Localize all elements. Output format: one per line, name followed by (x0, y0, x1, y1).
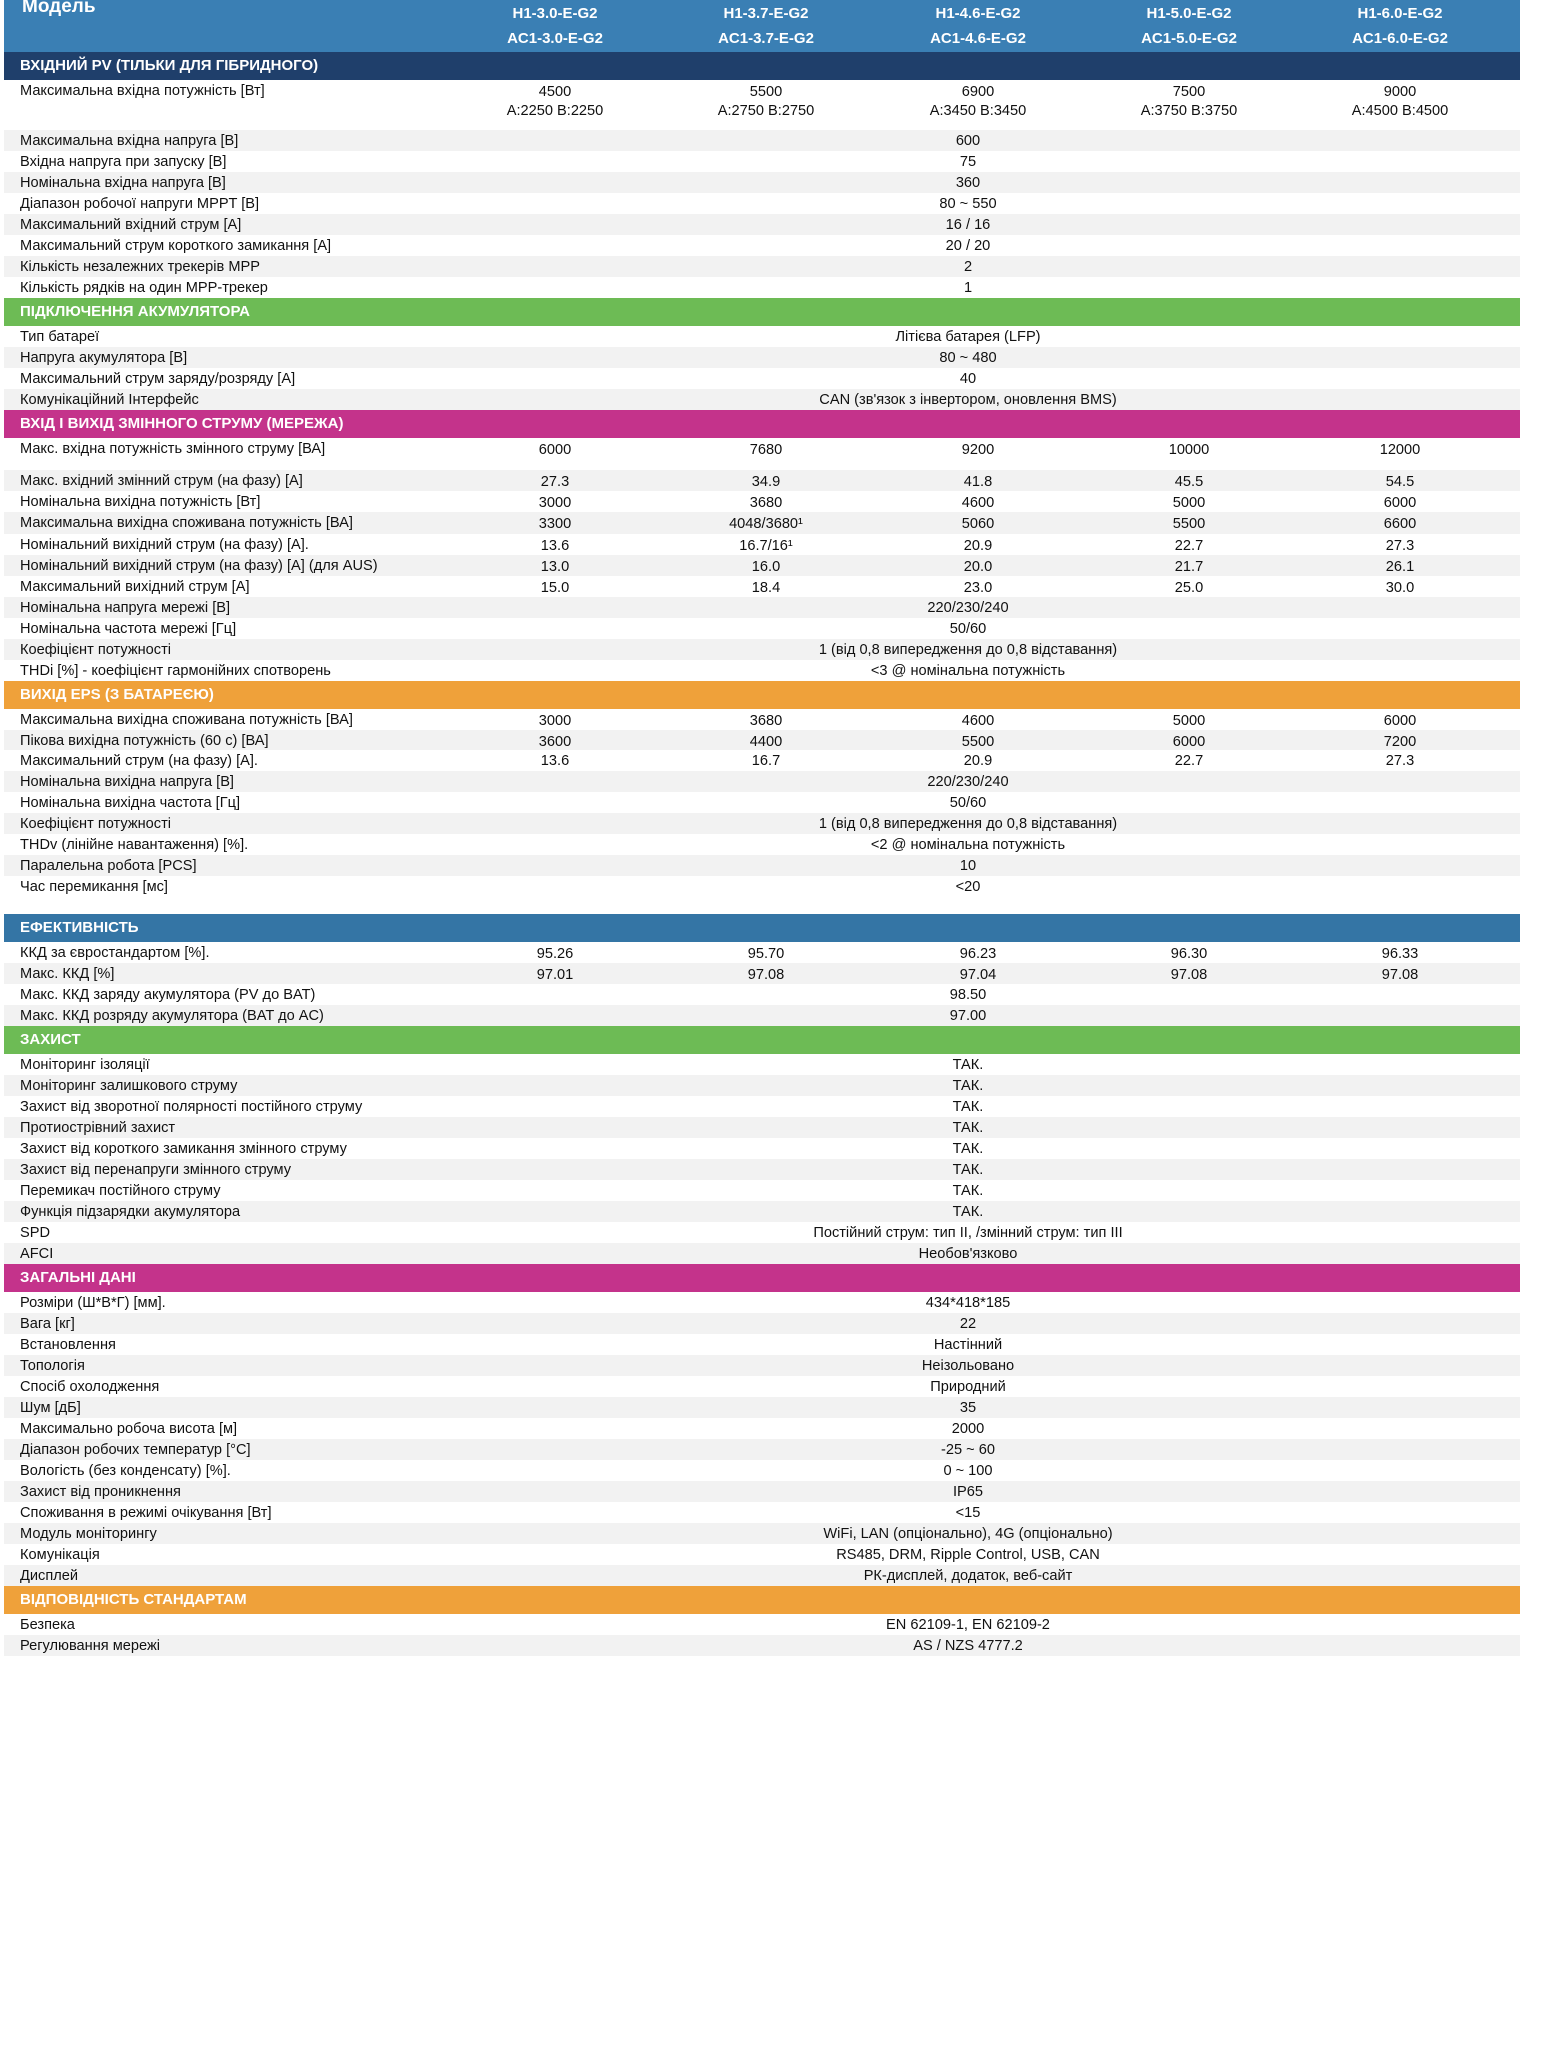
spec-value: 7200 27.3 (1383, 734, 1417, 769)
model-label: Модель (22, 0, 96, 17)
spec-row (4, 984, 1520, 1005)
spec-row (4, 151, 1520, 172)
spec-label: Діапазон робочих температур [°C] (20, 1442, 251, 1458)
spec-value-all-models: <20 (955, 879, 981, 895)
section-header: ВІДПОВІДНІСТЬ СТАНДАРТАМ (4, 1586, 1520, 1614)
spec-label: SPD (20, 1225, 51, 1241)
spec-value: 30.0 (1385, 580, 1415, 596)
spec-row (4, 1565, 1520, 1586)
spec-value-all-models: Постійний струм: тип II, /змінний струм: тип III (813, 1225, 1123, 1241)
spec-label: Максимальний струм короткого замикання [A] (20, 238, 332, 254)
spec-value: 16.0 (751, 559, 781, 575)
spec-value-all-models: ТАК. (952, 1204, 984, 1220)
spec-value-all-models: 10 (959, 858, 977, 874)
spec-value: 3680 (749, 713, 783, 729)
spec-sections (4, 52, 1520, 1656)
spec-row (4, 1635, 1520, 1656)
spec-value: 15.0 (540, 580, 570, 596)
spec-value: 5500 A:2750 B:2750 (717, 84, 815, 119)
spec-value-all-models: 16 / 16 (945, 217, 991, 233)
spec-row (4, 438, 1520, 470)
spec-sheet (4, 0, 1520, 1656)
spec-row (4, 876, 1520, 904)
spec-label: Номінальна частота мережі [Гц] (20, 621, 237, 637)
spec-value: 3000 (538, 495, 572, 511)
spec-row (4, 1117, 1520, 1138)
spec-value-all-models: 1 (963, 280, 973, 296)
spec-value: 27.3 (1385, 538, 1415, 554)
model-name-h1: H1-6.0-E-G2 (1357, 5, 1443, 22)
spec-row (4, 1075, 1520, 1096)
spec-value: 54.5 (1385, 474, 1415, 490)
spec-value: 5000 (1172, 713, 1206, 729)
spec-row (4, 1418, 1520, 1439)
spec-row (4, 639, 1520, 660)
spec-value-all-models: 75 (959, 154, 977, 170)
spec-value-all-models: Природний (930, 1379, 1006, 1395)
spec-row (4, 193, 1520, 214)
spec-label: Топологія (20, 1358, 85, 1374)
model-name-h1: H1-5.0-E-G2 (1146, 5, 1232, 22)
spec-label: Кількість рядків на один MPP-трекер (20, 280, 268, 296)
spec-label: Діапазон робочої напруги MPPT [В] (20, 196, 260, 212)
spec-value: 26.1 (1385, 559, 1415, 575)
spec-value: 22.7 (1174, 538, 1204, 554)
spec-value-all-models: 600 (955, 133, 981, 149)
spec-value: 20.0 (963, 559, 993, 575)
spec-value: 4600 (961, 495, 995, 511)
spec-value-all-models: 220/230/240 (927, 774, 1009, 790)
spec-value: 95.70 (747, 946, 785, 962)
spec-label: Споживання в режимі очікування [Вт] (20, 1505, 272, 1521)
spec-row (4, 1138, 1520, 1159)
spec-row (4, 1201, 1520, 1222)
model-name-ac1: AC1-3.7-E-G2 (718, 30, 814, 47)
spec-value-all-models: 40 (959, 371, 977, 387)
section-header: ЕФЕКТИВНІСТЬ (4, 914, 1520, 942)
spec-value-all-models: 98.50 (949, 987, 987, 1003)
spec-label: Перемикач постійного струму (20, 1183, 221, 1199)
spec-label: Комунікація (20, 1547, 100, 1563)
spec-row (4, 214, 1520, 235)
spec-label: Максимальна вхідна потужність [Вт] (20, 83, 265, 99)
section-header: ВИХІД EPS (З БАТАРЕЄЮ) (4, 681, 1520, 709)
spec-label: Спосіб охолодження (20, 1379, 160, 1395)
spec-value-all-models: 0 ~ 100 (943, 1463, 993, 1479)
spec-value: 97.08 (747, 967, 785, 983)
spec-label: Максимальний струм (на фазу) [A]. (20, 753, 258, 769)
spec-value-all-models: <3 @ номінальна потужність (870, 663, 1066, 679)
spec-row (4, 618, 1520, 639)
spec-value: 3300 (538, 516, 572, 532)
spec-label: Макс. вхідний змінний струм (на фазу) [A] (20, 473, 303, 489)
spec-value-all-models: IP65 (952, 1484, 984, 1500)
spec-value-all-models: 2 (963, 259, 973, 275)
spec-value: 6000 (1383, 713, 1417, 729)
spec-row (4, 235, 1520, 256)
spec-value-all-models: ТАК. (952, 1141, 984, 1157)
spec-label: Коефіцієнт потужності (20, 816, 171, 832)
spec-row (4, 326, 1520, 347)
spec-label: Паралельна робота [PCS] (20, 858, 197, 874)
spec-row (4, 1502, 1520, 1523)
spec-label: Максимальна вихідна споживана потужність [ВА] (20, 515, 353, 531)
spec-label: Вологість (без конденсату) [%]. (20, 1463, 231, 1479)
spec-value-all-models: 434*418*185 (925, 1295, 1011, 1311)
spec-label: Моніторинг залишкового струму (20, 1078, 238, 1094)
spec-row (4, 1439, 1520, 1460)
spec-label: Кількість незалежних трекерів MPP (20, 259, 260, 275)
model-header (4, 0, 1520, 52)
spec-value: 95.26 (536, 946, 574, 962)
spec-value: 97.04 (959, 967, 997, 983)
spec-value: 6000 (1383, 495, 1417, 511)
spec-value: 6600 (1383, 516, 1417, 532)
spec-value-all-models: 50/60 (949, 621, 987, 637)
spec-row (4, 1005, 1520, 1026)
spec-row (4, 1180, 1520, 1201)
spec-value-all-models: ТАК. (952, 1099, 984, 1115)
spec-label: Пікова вихідна потужність (60 с) [ВА] (20, 733, 269, 749)
spec-label: Максимальний струм заряду/розряду [A] (20, 371, 296, 387)
spec-label: Максимальна вхідна напруга [В] (20, 133, 239, 149)
spec-value: 16.7/16¹ (739, 538, 793, 554)
spec-value: 34.9 (751, 474, 781, 490)
spec-row (4, 1523, 1520, 1544)
spec-row (4, 660, 1520, 681)
spec-value: 96.30 (1170, 946, 1208, 962)
spec-label: AFCI (20, 1246, 54, 1262)
spec-value-all-models: 50/60 (949, 795, 987, 811)
spec-value: 3000 (538, 713, 572, 729)
spec-row (4, 277, 1520, 298)
model-column-2 (661, 1, 871, 51)
model-name-h1: H1-3.7-E-G2 (723, 5, 809, 22)
spec-value-all-models: Неізольовано (921, 1358, 1015, 1374)
spec-value: 6900 A:3450 B:3450 (929, 84, 1027, 119)
spec-value: 5500 (1172, 516, 1206, 532)
spec-label: Вага [кг] (20, 1316, 75, 1332)
spec-value-all-models: 22 (959, 1316, 977, 1332)
spec-value: 45.5 (1174, 474, 1204, 490)
spec-row (4, 813, 1520, 834)
spec-value-all-models: RS485, DRM, Ripple Control, USB, CAN (836, 1547, 1100, 1563)
spec-label: Макс. вхідна потужність змінного струму [ВА] (20, 441, 326, 457)
spec-value: 5060 (961, 516, 995, 532)
spec-label: Номінальна вихідна частота [Гц] (20, 795, 241, 811)
spec-value: 25.0 (1174, 580, 1204, 596)
spec-row (4, 1159, 1520, 1180)
spec-value-all-models: <2 @ номінальна потужність (870, 837, 1066, 853)
spec-label: Комунікаційний Інтерфейс (20, 392, 199, 408)
spec-row (4, 256, 1520, 277)
spec-row (4, 1460, 1520, 1481)
spec-label: Напруга акумулятора [В] (20, 350, 188, 366)
section-header: ВХІДНИЙ PV (ТІЛЬКИ ДЛЯ ГІБРИДНОГО) (4, 52, 1520, 80)
spec-row (4, 368, 1520, 389)
spec-row (4, 1292, 1520, 1313)
spec-value-all-models: ТАК. (952, 1078, 984, 1094)
spec-row (4, 771, 1520, 792)
spec-value-all-models: ТАК. (952, 1162, 984, 1178)
spec-value-all-models: 80 ~ 480 (939, 350, 997, 366)
spec-row (4, 1614, 1520, 1635)
spec-value: 4500 A:2250 B:2250 (506, 84, 604, 119)
spec-value-all-models: 360 (955, 175, 981, 191)
spec-value: 7500 A:3750 B:3750 (1140, 84, 1238, 119)
spec-value-all-models: 220/230/240 (927, 600, 1009, 616)
spec-label: Вхідна напруга при запуску [В] (20, 154, 227, 170)
spec-row (4, 1054, 1520, 1075)
spec-value-all-models: 97.00 (949, 1008, 987, 1024)
spec-row (4, 855, 1520, 876)
spec-row (4, 80, 1520, 130)
spec-label: THDv (лінійне навантаження) [%]. (20, 837, 249, 853)
section-header: ПІДКЛЮЧЕННЯ АКУМУЛЯТОРА (4, 298, 1520, 326)
spec-value: 13.0 (540, 559, 570, 575)
spec-label: Встановлення (20, 1337, 116, 1353)
spec-row (4, 470, 1520, 491)
spec-value-all-models: <15 (955, 1505, 981, 1521)
spec-label: ККД за євростандартом [%]. (20, 945, 210, 961)
spec-value: 13.6 (540, 538, 570, 554)
spec-value-all-models: 1 (від 0,8 випередження до 0,8 відставання) (818, 642, 1118, 658)
spec-row (4, 347, 1520, 368)
spec-value: 20.9 (963, 538, 993, 554)
spec-row (4, 942, 1520, 963)
model-column-4 (1084, 1, 1294, 51)
spec-value: 5000 (1172, 495, 1206, 511)
spec-value: 18.4 (751, 580, 781, 596)
spec-value: 97.01 (536, 967, 574, 983)
spec-value-all-models: РК-дисплей, додаток, веб-сайт (863, 1568, 1073, 1584)
spec-value-all-models: WiFi, LAN (опціонально), 4G (опціонально) (823, 1526, 1113, 1542)
spec-label: Час перемикання [мс] (20, 879, 168, 895)
spec-value-all-models: Літієва батарея (LFP) (895, 329, 1041, 345)
spec-row (4, 555, 1520, 576)
spec-value-all-models: ТАК. (952, 1057, 984, 1073)
model-name-ac1: AC1-3.0-E-G2 (507, 30, 603, 47)
spec-label: THDi [%] - коефіцієнт гармонійних спотворень (20, 663, 331, 679)
spec-value: 4600 (961, 713, 995, 729)
spec-row (4, 491, 1520, 512)
section-header: ЗАГАЛЬНІ ДАНІ (4, 1264, 1520, 1292)
model-name-ac1: AC1-6.0-E-G2 (1352, 30, 1448, 47)
spec-label: Функція підзарядки акумулятора (20, 1204, 241, 1220)
spec-label: Номінальна вихідна напруга [В] (20, 774, 234, 790)
spec-row (4, 834, 1520, 855)
spec-row (4, 963, 1520, 984)
spec-value: 96.33 (1381, 946, 1419, 962)
spec-label: Регулювання мережі (20, 1638, 160, 1654)
spec-value-all-models: CAN (зв'язок з інвертором, оновлення BMS) (819, 392, 1117, 408)
spec-value: 3600 13.6 (538, 734, 572, 769)
spec-value: 4400 16.7 (749, 734, 783, 769)
spec-label: Безпека (20, 1617, 75, 1633)
spec-value: 5500 20.9 (961, 734, 995, 769)
spec-row (4, 750, 1520, 771)
spec-label: Максимальний вхідний струм [A] (20, 217, 242, 233)
spec-row (4, 1222, 1520, 1243)
spec-value-all-models: 2000 (951, 1421, 985, 1437)
spec-label: Захист від перенапруги змінного струму (20, 1162, 292, 1178)
spec-label: Максимально робоча висота [м] (20, 1421, 238, 1437)
spec-label: Коефіцієнт потужності (20, 642, 171, 658)
spec-value-all-models: 1 (від 0,8 випередження до 0,8 відставання) (818, 816, 1118, 832)
section-header: ВХІД І ВИХІД ЗМІННОГО СТРУМУ (МЕРЕЖА) (4, 410, 1520, 438)
spec-row (4, 1334, 1520, 1355)
spec-value-all-models: EN 62109-1, EN 62109-2 (886, 1617, 1050, 1633)
spec-label: Моніторинг ізоляції (20, 1057, 150, 1073)
spec-row (4, 1355, 1520, 1376)
spec-value-all-models: 80 ~ 550 (939, 196, 997, 212)
model-name-h1: H1-3.0-E-G2 (512, 5, 598, 22)
spec-row (4, 1397, 1520, 1418)
spec-label: Розміри (Ш*В*Г) [мм]. (20, 1295, 166, 1311)
spec-value: 3680 (749, 495, 783, 511)
spec-label: Шум [дБ] (20, 1400, 81, 1416)
spec-row (4, 709, 1520, 730)
spec-row (4, 130, 1520, 151)
spec-value: 9000 A:4500 B:4500 (1351, 84, 1449, 119)
model-name-ac1: AC1-4.6-E-G2 (930, 30, 1026, 47)
model-name-ac1: AC1-5.0-E-G2 (1141, 30, 1237, 47)
spec-value: 12000 (1379, 442, 1421, 458)
spec-label: Номінальний вихідний струм (на фазу) [A]. (20, 537, 309, 553)
spec-row (4, 597, 1520, 618)
spec-label: Макс. ККД [%] (20, 966, 115, 982)
spec-value: 96.23 (959, 946, 997, 962)
spec-row (4, 1376, 1520, 1397)
spec-row (4, 1313, 1520, 1334)
spec-row (4, 1481, 1520, 1502)
spec-label: Номінальний вихідний струм (на фазу) [A] (для AUS) (20, 558, 378, 574)
spec-row (4, 172, 1520, 193)
spec-label: Захист від короткого замикання змінного струму (20, 1141, 347, 1157)
spec-value-all-models: Настінний (933, 1337, 1003, 1353)
section-header: ЗАХИСТ (4, 1026, 1520, 1054)
spec-value-all-models: 35 (959, 1400, 977, 1416)
spec-label: Захист від проникнення (20, 1484, 181, 1500)
spec-label: Номінальна вихідна потужність [Вт] (20, 494, 261, 510)
model-column-5 (1295, 1, 1505, 51)
spec-row (4, 512, 1520, 534)
spec-value: 97.08 (1381, 967, 1419, 983)
spec-row (4, 534, 1520, 555)
spec-label: Дисплей (20, 1568, 79, 1584)
spec-value: 23.0 (963, 580, 993, 596)
spec-label: Макс. ККД заряду акумулятора (PV до BAT) (20, 987, 316, 1003)
spec-label: Модуль моніторингу (20, 1526, 157, 1542)
spec-value: 7680 (749, 442, 783, 458)
model-column-3 (873, 1, 1083, 51)
spec-value-all-models: AS / NZS 4777.2 (913, 1638, 1023, 1654)
spec-value: 6000 22.7 (1172, 734, 1206, 769)
spec-value: 4048/3680¹ (729, 516, 803, 532)
spec-value: 9200 (961, 442, 995, 458)
spec-value: 97.08 (1170, 967, 1208, 983)
spec-row (4, 1243, 1520, 1264)
spec-row (4, 1096, 1520, 1117)
spec-value: 10000 (1168, 442, 1210, 458)
spec-label: Максимальна вихідна споживана потужність [ВА] (20, 712, 353, 728)
spec-value-all-models: ТАК. (952, 1183, 984, 1199)
model-column-1 (450, 1, 660, 51)
spec-row (4, 1544, 1520, 1565)
spec-value-all-models: Необов'язково (918, 1246, 1018, 1262)
spec-row (4, 389, 1520, 410)
spec-value-all-models: 20 / 20 (945, 238, 991, 254)
spec-label: Протиострівний захист (20, 1120, 176, 1136)
spec-value: 21.7 (1174, 559, 1204, 575)
spec-label: Номінальна напруга мережі [В] (20, 600, 231, 616)
spec-label: Макс. ККД розряду акумулятора (BAT до AC) (20, 1008, 324, 1024)
spec-label: Захист від зворотної полярності постійного струму (20, 1099, 363, 1115)
spec-value-all-models: ТАК. (952, 1120, 984, 1136)
spec-row (4, 792, 1520, 813)
spec-value: 27.3 (540, 474, 570, 490)
spec-label: Номінальна вхідна напруга [В] (20, 175, 226, 191)
spec-value: 41.8 (963, 474, 993, 490)
spec-row (4, 576, 1520, 597)
spec-label: Тип батареї (20, 329, 100, 345)
spec-value: 6000 (538, 442, 572, 458)
spec-value-all-models: -25 ~ 60 (941, 1442, 995, 1458)
model-name-h1: H1-4.6-E-G2 (935, 5, 1021, 22)
spec-label: Максимальний вихідний струм [A] (20, 579, 250, 595)
